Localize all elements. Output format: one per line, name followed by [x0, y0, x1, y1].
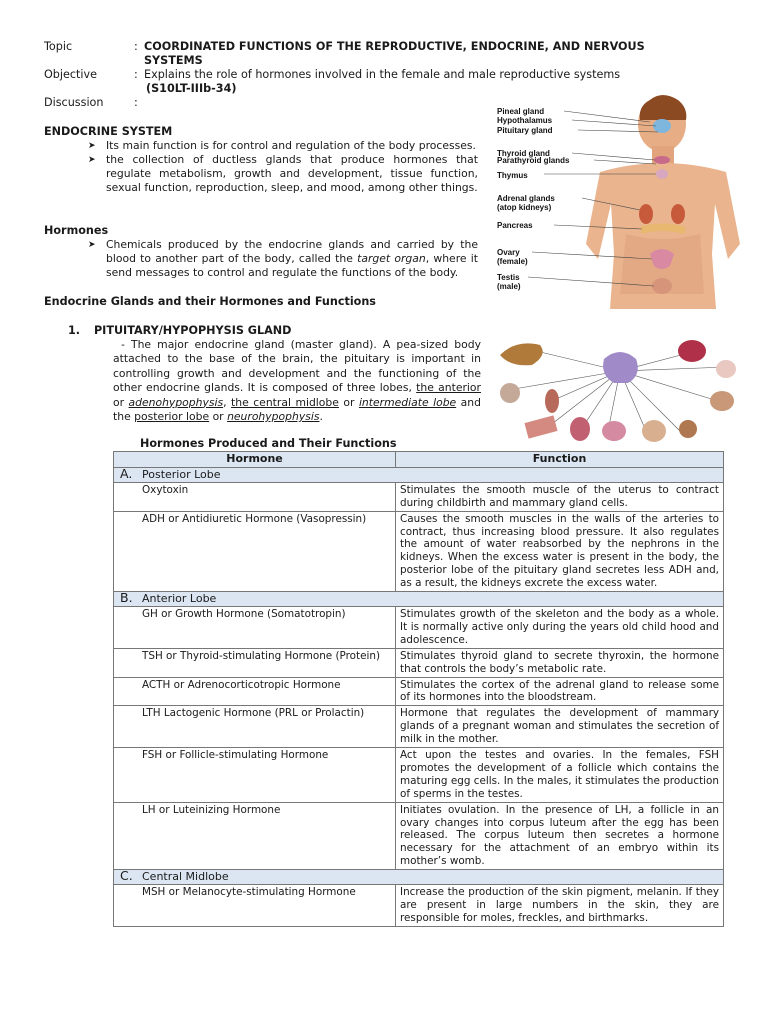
col-hormone-header: Hormone — [114, 452, 396, 468]
group-cell — [114, 870, 724, 885]
group-cell — [114, 592, 724, 607]
function-cell: Increase the production of the skin pigment, melanin. If they are present in large numbers in the skin, they are responsible for moles, freckles, and birthmarks. — [396, 885, 724, 927]
gland-organ-icon — [710, 391, 734, 411]
arrow-bullet-icon: ➤ — [88, 155, 96, 165]
hormone-cell: Oxytoxin — [114, 482, 396, 511]
muscle-organ-icon — [545, 389, 559, 413]
table-row — [114, 748, 724, 803]
objective-row — [44, 68, 684, 96]
table-row — [114, 482, 724, 511]
thymus-mark — [656, 169, 668, 179]
endocrine-bullet-1 — [80, 139, 478, 153]
pituitary-number: 1. — [68, 324, 81, 337]
hormone-cell: ACTH or Adrenocorticotropic Hormone — [114, 677, 396, 706]
label-pancreas: Pancreas — [497, 221, 533, 230]
kidney-left-mark — [639, 204, 653, 224]
pituitary-desc-text: - The major endocrine gland (master gland). A pea-sized body attached to the base of the brain, the pituitary is important in controlling growth and development and the functioning of the other endocrine glands. It is composed of three lobes, — [113, 338, 481, 395]
hormone-cell: LTH Lactogenic Hormone (PRL or Prolactin) — [114, 706, 396, 748]
objective-label: Objective — [44, 68, 98, 81]
glands-title: Endocrine Glands and their Hormones and Functions — [44, 295, 376, 308]
hormones-bullets — [80, 238, 478, 280]
table-caption: Hormones Produced and Their Functions — [140, 437, 397, 450]
pituitary-heading — [68, 324, 291, 337]
group-letter: B. — [120, 590, 133, 606]
hormones-table — [113, 451, 724, 927]
label-parathyroid-glands: Parathyroid glands — [497, 156, 570, 165]
conj: or — [209, 410, 228, 424]
label-ovary-sub: (female) — [497, 257, 528, 266]
group-cell — [114, 467, 724, 482]
hormone-cell: GH or Growth Hormone (Somatotropin) — [114, 606, 396, 648]
arrow-bullet-icon: ➤ — [88, 240, 96, 250]
testis-organ-icon — [642, 420, 666, 442]
table-row — [114, 511, 724, 591]
kidney-organ-icon — [678, 340, 706, 362]
group-row-anterior — [114, 592, 724, 607]
label-testis-sub: (male) — [497, 282, 521, 291]
topic-row — [44, 40, 684, 68]
label-pituitary-gland: Pituitary gland — [497, 126, 553, 135]
hormone-cell: TSH or Thyroid-stimulating Hormone (Protein) — [114, 648, 396, 677]
bullet-text: Its main function is for control and regulation of the body processes. — [106, 139, 476, 152]
function-cell: Stimulates growth of the skeleton and the body as a whole. It is normally active only during the years old child hood and adolescence. — [396, 606, 724, 648]
function-cell: Act upon the testes and ovaries. In the females, FSH promotes the development of a follicle which contains the maturing egg cells. In the males, it stimulates the production of sperms in the testes. — [396, 748, 724, 803]
table-row — [114, 706, 724, 748]
discussion-label: Discussion — [44, 96, 104, 109]
group-name: Posterior Lobe — [142, 467, 221, 481]
table-header-row — [114, 452, 724, 468]
table-row — [114, 677, 724, 706]
function-cell: Stimulates the cortex of the adrenal gland to release some of its hormones into the bloodstream. — [396, 677, 724, 706]
topic-text: COORDINATED FUNCTIONS OF THE REPRODUCTIVE, ENDOCRINE, AND NERVOUS SYSTEMS — [144, 40, 645, 67]
group-row-central — [114, 870, 724, 885]
term-intermediate-lobe: intermediate lobe — [358, 395, 457, 409]
label-ovary: Ovary — [497, 248, 520, 257]
conj: , — [223, 395, 232, 409]
term-central-midlobe: the central midlobe — [231, 395, 339, 409]
objective-value — [144, 68, 684, 96]
table-row — [114, 648, 724, 677]
breast-organ-icon — [716, 360, 736, 378]
bullet-text: Chemicals produced by the endocrine glands and carried by the blood to another part of the body, called the — [106, 238, 478, 265]
term-posterior-lobe: posterior lobe — [134, 410, 210, 424]
group-letter: A. — [120, 465, 133, 481]
conj: . — [319, 410, 323, 424]
bullet-text-end: , where it send messages to control and regulate the functions of the body. — [106, 252, 478, 279]
term-adenohypophysis: adenohypophysis — [128, 395, 224, 409]
arrow-bullet-icon: ➤ — [88, 141, 96, 151]
hormones-title: Hormones — [44, 224, 109, 237]
topic-value — [144, 40, 684, 68]
function-cell: Stimulates the smooth muscle of the uterus to contract during childbirth and mammary gland cells. — [396, 482, 724, 511]
hormone-cell: MSH or Melanocyte-stimulating Hormone — [114, 885, 396, 927]
hormone-cell: FSH or Follicle-stimulating Hormone — [114, 748, 396, 803]
term-neurohypophysis: neurohypophysis — [227, 410, 320, 424]
conj: or — [338, 395, 359, 409]
pituitary-organ-icon — [603, 352, 638, 383]
endocrine-title: ENDOCRINE SYSTEM — [44, 125, 173, 138]
label-adrenal-sub: (atop kidneys) — [497, 203, 552, 212]
thyroid-organ-icon — [570, 417, 590, 441]
label-thymus: Thymus — [497, 171, 528, 180]
thyroid-mark — [654, 156, 670, 164]
table-row — [114, 802, 724, 870]
discussion-colon: : — [134, 96, 138, 109]
table-row — [114, 885, 724, 927]
objective-text: Explains the role of hormones involved in the female and male reproductive systems — [144, 68, 621, 81]
ovary-organ-icon — [679, 420, 697, 438]
label-pineal-gland: Pineal gland — [497, 107, 545, 116]
label-hypothalamus: Hypothalamus — [497, 116, 553, 125]
label-thyroid-gland: Thyroid gland — [497, 149, 550, 158]
hormones-bullet-1 — [80, 238, 478, 280]
pituitary-target-organs-diagram — [496, 331, 748, 445]
bullet-text: the collection of ductless glands that produce hormones that regulate metabolism, growth and development, tissue function, sexual function, reproduction, sleep, and mood, among other things. — [106, 153, 478, 194]
objective-colon: : — [134, 68, 138, 81]
group-name: Central Midlobe — [142, 870, 229, 884]
hormone-cell: LH or Luteinizing Hormone — [114, 802, 396, 870]
endocrine-bullet-2 — [80, 153, 478, 195]
function-cell: Hormone that regulates the development of mammary glands of a pregnant woman and stimulates the secretion of milk in the mother. — [396, 706, 724, 748]
pituitary-title: PITUITARY/HYPOPHYSIS GLAND — [93, 324, 292, 337]
table-row — [114, 606, 724, 648]
endocrine-body-diagram — [490, 94, 750, 320]
kidney-right-mark — [671, 204, 685, 224]
group-name: Anterior Lobe — [142, 592, 217, 606]
term-anterior: the anterior — [416, 381, 481, 395]
target-organ-term: target organ — [357, 252, 426, 265]
topic-colon: : — [134, 40, 138, 53]
group-letter: C. — [120, 868, 133, 884]
function-cell: Stimulates thyroid gland to secrete thyroxin, the hormone that controls the body’s metabolic rate. — [396, 648, 724, 677]
function-cell: Initiates ovulation. In the presence of LH, a follicle in an ovary changes into corpus luteum after the egg has been released. The corpus luteum then secretes a hormone necessary for the attachment of an embryo within its mother’s womb. — [396, 802, 724, 870]
group-row-posterior — [114, 467, 724, 482]
conj: or — [113, 395, 129, 409]
testis-mark — [652, 278, 672, 294]
pituitary-description — [113, 338, 481, 424]
topic-label: Topic — [44, 40, 73, 53]
label-testis: Testis — [497, 273, 520, 282]
endocrine-bullets — [80, 139, 478, 195]
hormone-cell: ADH or Antidiuretic Hormone (Vasopressin) — [114, 511, 396, 591]
conj: and the — [113, 395, 481, 424]
col-function-header: Function — [396, 452, 724, 468]
label-adrenal-glands: Adrenal glands — [497, 194, 555, 203]
objective-code: (S10LT-IIIb-34) — [146, 82, 237, 95]
bone-organ-icon — [500, 383, 520, 403]
uterus-organ-icon — [602, 421, 626, 441]
function-cell: Causes the smooth muscles in the walls of the arteries to contract, thus increasing blood pressure. It also regulates the amount of water reabsorbed by the nephrons in the kidneys. When the excess water is present in the body, the posterior lobe of the pituitary gland secretes less ADH and, as a result, the kidneys excrete the excess water. — [396, 511, 724, 591]
